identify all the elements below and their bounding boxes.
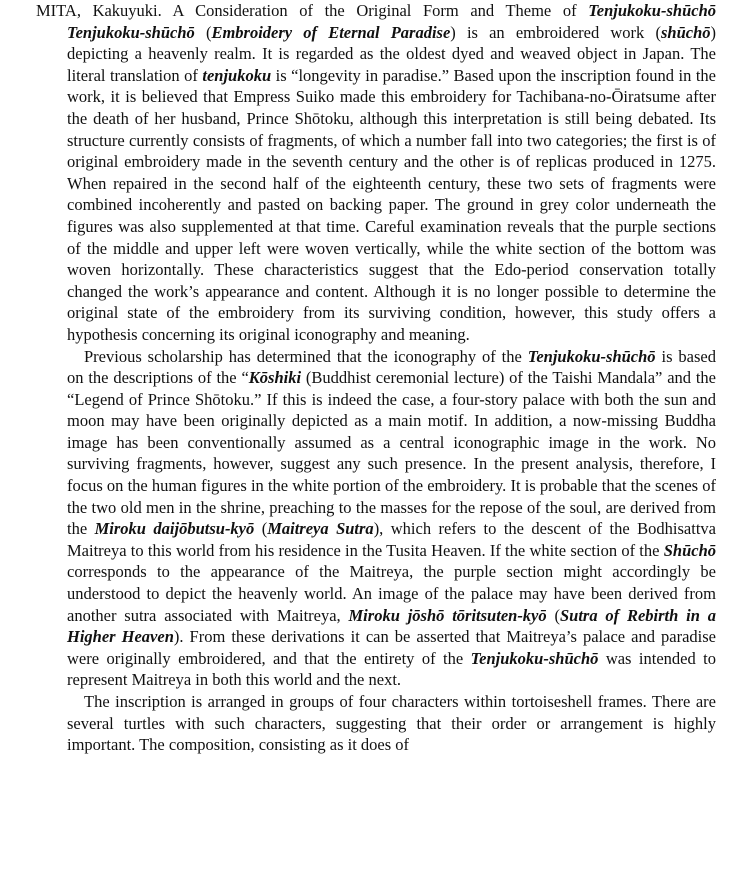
text-run: ) depicting a heavenly realm. It is regarded as the oldest dyed and weaved object in Japan. The literal translation of <box>67 22 716 85</box>
italic-term: Tenjukoku-shūchō <box>67 22 195 42</box>
italic-term: tenjukoku <box>202 65 272 85</box>
text-run: ), which refers to the descent of the Bodhisattva Maitreya to this world from his residence in the Tusita Heaven. If the white section of the <box>67 519 716 560</box>
text-run: was intended to represent Maitreya in both this world and the next. <box>67 648 716 690</box>
text-run: MITA, Kakuyuki. A Consideration of the Original Form and Theme of <box>36 1 589 20</box>
abstract-paragraph-3 <box>36 691 716 756</box>
text-run: ) is an embroidered work ( <box>450 22 661 42</box>
italic-term: Tenjukoku-shūchō <box>588 1 716 20</box>
italic-term: Miroku daijōbutsu-kyō <box>94 519 255 539</box>
text-run: ( <box>194 22 212 42</box>
italic-term: Maitreya Sutra <box>267 519 374 539</box>
abstract-paragraph-1 <box>36 0 716 346</box>
text-run: corresponds to the appearance of the Maitreya, the purple section might accordingly be understood to depict the heavenly world. An image of the palace may have been derived from another sutra associated with Maitreya, <box>67 562 716 625</box>
text-run: The inscription is arranged in groups of four characters within tortoiseshell frames. There are several turtles with such characters, suggesting that their order or arrangement is highly important. The composition, consisting as it does of <box>67 692 716 755</box>
italic-term: Kōshiki <box>248 368 302 388</box>
text-run: is based on the descriptions of the “ <box>67 346 716 388</box>
text-run: (Buddhist ceremonial lecture) of the Taishi Mandala” and the “Legend of Prince Shōtoku.” If this is indeed the case, a four-story palace with both the sun and moon may have been originally depicted as a main motif. In addition, a now-missing Buddha image has been conventionally assumed as a central iconographic image in the work. No surviving fragments, however, suggest any such presence. In the present analysis, therefore, I focus on the human figures in the white portion of the embroidery. It is probable that the scenes of the two old men in the shrine, preaching to the masses for the repose of the soul, are derived from the <box>67 368 717 539</box>
italic-term: Sutra of Rebirth in a Higher Heaven <box>67 605 716 647</box>
italic-term: Tenjukoku-shūchō <box>470 648 599 668</box>
document-page <box>36 0 716 756</box>
text-run: ( <box>546 605 560 625</box>
italic-term: Embroidery of Eternal Paradise <box>211 22 451 42</box>
text-run: ). From these derivations it can be asserted that Maitreya’s palace and paradise were originally embroidered, and that the entirety of the <box>67 627 716 668</box>
text-run: ( <box>254 519 268 539</box>
abstract-paragraph-2 <box>36 346 716 692</box>
italic-term: Shūchō <box>663 540 716 560</box>
text-run: Previous scholarship has determined that the iconography of the <box>84 346 528 366</box>
italic-term: Miroku jōshō tōritsuten-kyō <box>348 605 547 625</box>
italic-term: shūchō <box>660 22 711 42</box>
text-run: is “longevity in paradise.” Based upon the inscription found in the work, it is believed that Empress Suiko made this embroidery for Tachibana-no-Ōiratsume after the death of her husband, Prince Shōtoku, although this interpretation is still being debated. Its structure currently consists of fragments, of which a number fall into two categories; the first is of original embroidery made in the seventh century and the other is of replicas produced in 1275. When repaired in the second half of the eighteenth century, these two sets of fragments were combined incoherently and pasted on backing paper. The ground in grey color underneath the figures was also supplemented at that time. Careful examination reveals that the purple sections of the middle and upper left were woven vertically, while the white section of the bottom was woven horizontally. These characteristics suggest that the Edo-period conservation totally changed the work’s appearance and content. Although it is no longer possible to determine the original state of the embroidery from its surviving condition, however, this study offers a hypothesis concerning its original iconography and meaning. <box>67 65 717 344</box>
italic-term: Tenjukoku-shūchō <box>527 346 656 366</box>
